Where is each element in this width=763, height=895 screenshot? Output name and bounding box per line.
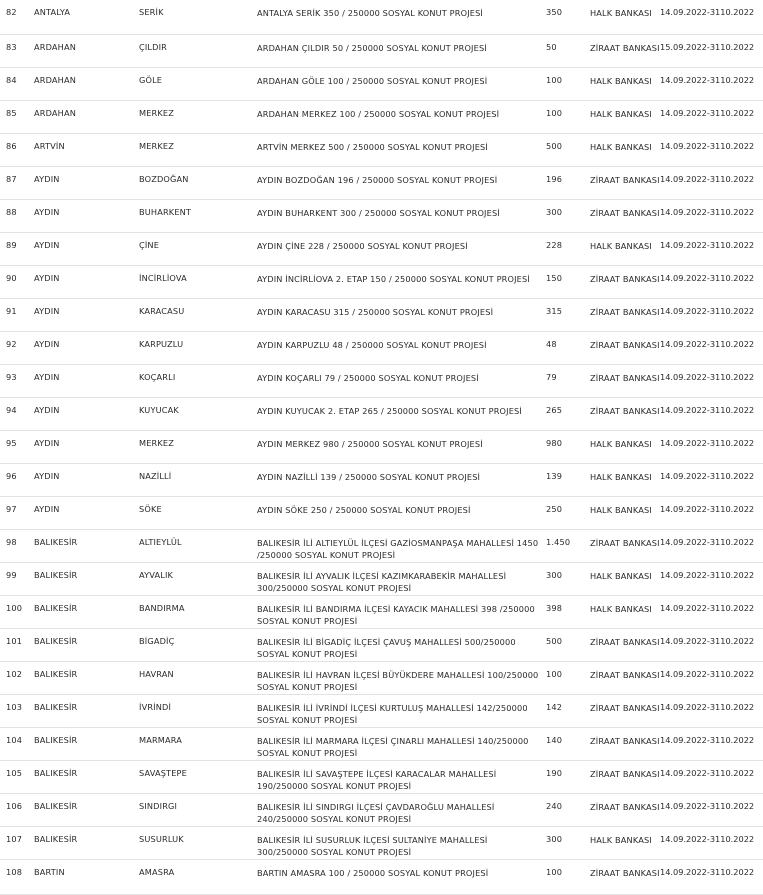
- row-number: 95: [0, 430, 34, 463]
- date-range-cell: 14.09.2022-3110.2022: [660, 0, 763, 34]
- province-cell: AYDIN: [34, 397, 139, 430]
- district-cell: SERİK: [139, 0, 257, 34]
- table-row: [0, 265, 763, 298]
- table-row: [0, 463, 763, 496]
- project-name-cell: ARTVİN MERKEZ 500 / 250000 SOSYAL KONUT PROJESİ: [257, 133, 546, 166]
- table-row: [0, 0, 763, 34]
- date-range-cell: 14.09.2022-3110.2022: [660, 199, 763, 232]
- housing-count-cell: 142: [546, 694, 590, 727]
- district-cell: NAZİLLİ: [139, 463, 257, 496]
- table-row: [0, 760, 763, 793]
- province-cell: AYDIN: [34, 331, 139, 364]
- table-row: [0, 496, 763, 529]
- province-cell: BALIKESİR: [34, 628, 139, 661]
- housing-count-cell: 140: [546, 727, 590, 760]
- district-cell: ÇILDIR: [139, 34, 257, 67]
- district-cell: BİGADİÇ: [139, 628, 257, 661]
- housing-count-cell: 980: [546, 430, 590, 463]
- housing-count-cell: 500: [546, 133, 590, 166]
- province-cell: BALIKESİR: [34, 529, 139, 562]
- province-cell: AYDIN: [34, 265, 139, 298]
- date-range-cell: 14.09.2022-3110.2022: [660, 100, 763, 133]
- row-number: 84: [0, 67, 34, 100]
- bank-cell: ZİRAAT BANKASI: [590, 331, 660, 364]
- project-name-cell: BALIKESİR İLİ BİGADİÇ İLÇESİ ÇAVUŞ MAHALLESİ 500/250000 SOSYAL KONUT PROJESİ: [257, 628, 546, 661]
- bank-cell: ZİRAAT BANKASI: [590, 364, 660, 397]
- district-cell: AYVALIK: [139, 562, 257, 595]
- province-cell: AYDIN: [34, 232, 139, 265]
- table-row: [0, 364, 763, 397]
- table-row: [0, 661, 763, 694]
- row-number: 85: [0, 100, 34, 133]
- province-cell: BALIKESİR: [34, 694, 139, 727]
- bank-cell: HALK BANKASI: [590, 133, 660, 166]
- row-number: 87: [0, 166, 34, 199]
- bank-cell: HALK BANKASI: [590, 826, 660, 859]
- project-name-cell: BALIKESİR İLİ SUSURLUK İLÇESİ SULTANİYE MAHALLESİ 300/250000 SOSYAL KONUT PROJESİ: [257, 826, 546, 859]
- row-number: 106: [0, 793, 34, 826]
- housing-count-cell: 1.450: [546, 529, 590, 562]
- date-range-cell: 14.09.2022-3110.2022: [660, 364, 763, 397]
- bank-cell: ZİRAAT BANKASI: [590, 628, 660, 661]
- housing-count-cell: 48: [546, 331, 590, 364]
- date-range-cell: 14.09.2022-3110.2022: [660, 67, 763, 100]
- district-cell: AMASRA: [139, 859, 257, 894]
- bank-cell: HALK BANKASI: [590, 430, 660, 463]
- date-range-cell: 14.09.2022-3110.2022: [660, 529, 763, 562]
- bank-cell: ZİRAAT BANKASI: [590, 298, 660, 331]
- row-number: 101: [0, 628, 34, 661]
- project-name-cell: AYDIN MERKEZ 980 / 250000 SOSYAL KONUT PROJESİ: [257, 430, 546, 463]
- province-cell: ARDAHAN: [34, 67, 139, 100]
- project-name-cell: BALIKESİR İLİ AYVALIK İLÇESİ KAZIMKARABEKİR MAHALLESİ 300/250000 SOSYAL KONUT PROJESİ: [257, 562, 546, 595]
- project-name-cell: AYDIN BOZDOĞAN 196 / 250000 SOSYAL KONUT PROJESİ: [257, 166, 546, 199]
- table-row: [0, 727, 763, 760]
- district-cell: MARMARA: [139, 727, 257, 760]
- project-name-cell: ARDAHAN MERKEZ 100 / 250000 SOSYAL KONUT PROJESİ: [257, 100, 546, 133]
- row-number: 98: [0, 529, 34, 562]
- date-range-cell: 14.09.2022-3110.2022: [660, 595, 763, 628]
- table-row: [0, 397, 763, 430]
- bank-cell: HALK BANKASI: [590, 100, 660, 133]
- project-name-cell: AYDIN KOÇARLI 79 / 250000 SOSYAL KONUT PROJESİ: [257, 364, 546, 397]
- district-cell: SUSURLUK: [139, 826, 257, 859]
- district-cell: KARPUZLU: [139, 331, 257, 364]
- table-row: [0, 859, 763, 894]
- bank-cell: ZİRAAT BANKASI: [590, 199, 660, 232]
- date-range-cell: 14.09.2022-3110.2022: [660, 265, 763, 298]
- date-range-cell: 14.09.2022-3110.2022: [660, 694, 763, 727]
- district-cell: MERKEZ: [139, 430, 257, 463]
- housing-count-cell: 398: [546, 595, 590, 628]
- row-number: 108: [0, 859, 34, 894]
- housing-count-cell: 100: [546, 100, 590, 133]
- table-row: [0, 199, 763, 232]
- district-cell: ALTIEYLÜL: [139, 529, 257, 562]
- district-cell: KARACASU: [139, 298, 257, 331]
- district-cell: SÖKE: [139, 496, 257, 529]
- bank-cell: ZİRAAT BANKASI: [590, 529, 660, 562]
- housing-count-cell: 100: [546, 67, 590, 100]
- table-row: [0, 694, 763, 727]
- row-number: 89: [0, 232, 34, 265]
- province-cell: BALIKESİR: [34, 562, 139, 595]
- district-cell: MERKEZ: [139, 133, 257, 166]
- housing-count-cell: 196: [546, 166, 590, 199]
- table-row: [0, 100, 763, 133]
- table-row: [0, 232, 763, 265]
- project-name-cell: AYDIN SÖKE 250 / 250000 SOSYAL KONUT PROJESİ: [257, 496, 546, 529]
- bank-cell: ZİRAAT BANKASI: [590, 859, 660, 894]
- date-range-cell: 14.09.2022-3110.2022: [660, 628, 763, 661]
- province-cell: BALIKESİR: [34, 826, 139, 859]
- project-name-cell: BALIKESİR İLİ MARMARA İLÇESİ ÇINARLI MAHALLESİ 140/250000 SOSYAL KONUT PROJESİ: [257, 727, 546, 760]
- row-number: 94: [0, 397, 34, 430]
- bank-cell: HALK BANKASI: [590, 562, 660, 595]
- row-number: 92: [0, 331, 34, 364]
- date-range-cell: 14.09.2022-3110.2022: [660, 430, 763, 463]
- district-cell: GÖLE: [139, 67, 257, 100]
- housing-count-cell: 150: [546, 265, 590, 298]
- bank-cell: HALK BANKASI: [590, 232, 660, 265]
- row-number: 97: [0, 496, 34, 529]
- project-name-cell: BALIKESİR İLİ SINDIRGI İLÇESİ ÇAVDAROĞLU MAHALLESİ 240/250000 SOSYAL KONUT PROJESİ: [257, 793, 546, 826]
- date-range-cell: 14.09.2022-3110.2022: [660, 826, 763, 859]
- housing-count-cell: 315: [546, 298, 590, 331]
- row-number: 90: [0, 265, 34, 298]
- date-range-cell: 14.09.2022-3110.2022: [660, 496, 763, 529]
- housing-count-cell: 100: [546, 661, 590, 694]
- table-row: [0, 133, 763, 166]
- row-number: 93: [0, 364, 34, 397]
- housing-count-cell: 100: [546, 859, 590, 894]
- province-cell: ARDAHAN: [34, 100, 139, 133]
- project-name-cell: AYDIN ÇİNE 228 / 250000 SOSYAL KONUT PROJESİ: [257, 232, 546, 265]
- row-number: 83: [0, 34, 34, 67]
- date-range-cell: 14.09.2022-3110.2022: [660, 397, 763, 430]
- project-name-cell: BALIKESİR İLİ SAVAŞTEPE İLÇESİ KARACALAR MAHALLESİ 190/250000 SOSYAL KONUT PROJESİ: [257, 760, 546, 793]
- district-cell: BOZDOĞAN: [139, 166, 257, 199]
- district-cell: SAVAŞTEPE: [139, 760, 257, 793]
- district-cell: İVRİNDİ: [139, 694, 257, 727]
- district-cell: KOÇARLI: [139, 364, 257, 397]
- district-cell: ÇİNE: [139, 232, 257, 265]
- table-row: [0, 529, 763, 562]
- province-cell: BALIKESİR: [34, 595, 139, 628]
- table-row: [0, 331, 763, 364]
- province-cell: ANTALYA: [34, 0, 139, 34]
- table-row: [0, 298, 763, 331]
- province-cell: ARDAHAN: [34, 34, 139, 67]
- project-name-cell: ANTALYA SERİK 350 / 250000 SOSYAL KONUT PROJESİ: [257, 0, 546, 34]
- project-name-cell: AYDIN KARACASU 315 / 250000 SOSYAL KONUT PROJESİ: [257, 298, 546, 331]
- province-cell: ARTVİN: [34, 133, 139, 166]
- housing-count-cell: 79: [546, 364, 590, 397]
- district-cell: SINDIRGI: [139, 793, 257, 826]
- date-range-cell: 14.09.2022-3110.2022: [660, 463, 763, 496]
- date-range-cell: 14.09.2022-3110.2022: [660, 760, 763, 793]
- province-cell: AYDIN: [34, 463, 139, 496]
- province-cell: BARTIN: [34, 859, 139, 894]
- bank-cell: ZİRAAT BANKASI: [590, 793, 660, 826]
- housing-count-cell: 300: [546, 826, 590, 859]
- district-cell: İNCİRLİOVA: [139, 265, 257, 298]
- province-cell: BALIKESİR: [34, 793, 139, 826]
- date-range-cell: 14.09.2022-3110.2022: [660, 331, 763, 364]
- date-range-cell: 14.09.2022-3110.2022: [660, 166, 763, 199]
- project-name-cell: AYDIN KARPUZLU 48 / 250000 SOSYAL KONUT PROJESİ: [257, 331, 546, 364]
- housing-count-cell: 300: [546, 199, 590, 232]
- table-row: [0, 166, 763, 199]
- housing-count-cell: 265: [546, 397, 590, 430]
- district-cell: BANDIRMA: [139, 595, 257, 628]
- table-row: [0, 595, 763, 628]
- bank-cell: ZİRAAT BANKASI: [590, 760, 660, 793]
- housing-count-cell: 228: [546, 232, 590, 265]
- province-cell: AYDIN: [34, 430, 139, 463]
- table-row: [0, 562, 763, 595]
- row-number: 105: [0, 760, 34, 793]
- row-number: 91: [0, 298, 34, 331]
- project-name-cell: ARDAHAN ÇILDIR 50 / 250000 SOSYAL KONUT PROJESİ: [257, 34, 546, 67]
- table-row: [0, 430, 763, 463]
- date-range-cell: 14.09.2022-3110.2022: [660, 727, 763, 760]
- housing-count-cell: 300: [546, 562, 590, 595]
- housing-count-cell: 250: [546, 496, 590, 529]
- project-name-cell: BALIKESİR İLİ BANDIRMA İLÇESİ KAYACIK MAHALLESİ 398 /250000 SOSYAL KONUT PROJESİ: [257, 595, 546, 628]
- bank-cell: ZİRAAT BANKASI: [590, 166, 660, 199]
- row-number: 82: [0, 0, 34, 34]
- province-cell: AYDIN: [34, 298, 139, 331]
- date-range-cell: 14.09.2022-3110.2022: [660, 859, 763, 894]
- row-number: 103: [0, 694, 34, 727]
- date-range-cell: 14.09.2022-3110.2022: [660, 133, 763, 166]
- project-name-cell: BALIKESİR İLİ HAVRAN İLÇESİ BÜYÜKDERE MAHALLESİ 100/250000 SOSYAL KONUT PROJESİ: [257, 661, 546, 694]
- row-number: 100: [0, 595, 34, 628]
- row-number: 107: [0, 826, 34, 859]
- row-number: 96: [0, 463, 34, 496]
- bank-cell: ZİRAAT BANKASI: [590, 265, 660, 298]
- housing-count-cell: 240: [546, 793, 590, 826]
- table-row: [0, 793, 763, 826]
- province-cell: BALIKESİR: [34, 727, 139, 760]
- project-name-cell: BALIKESİR İLİ İVRİNDİ İLÇESİ KURTULUŞ MAHALLESİ 142/250000 SOSYAL KONUT PROJESİ: [257, 694, 546, 727]
- bank-cell: ZİRAAT BANKASI: [590, 727, 660, 760]
- project-name-cell: AYDIN İNCİRLİOVA 2. ETAP 150 / 250000 SOSYAL KONUT PROJESİ: [257, 265, 546, 298]
- project-name-cell: AYDIN NAZİLLİ 139 / 250000 SOSYAL KONUT PROJESİ: [257, 463, 546, 496]
- bank-cell: HALK BANKASI: [590, 463, 660, 496]
- bank-cell: ZİRAAT BANKASI: [590, 661, 660, 694]
- district-cell: MERKEZ: [139, 100, 257, 133]
- date-range-cell: 14.09.2022-3110.2022: [660, 793, 763, 826]
- province-cell: AYDIN: [34, 199, 139, 232]
- bank-cell: HALK BANKASI: [590, 595, 660, 628]
- project-name-cell: BALIKESİR İLİ ALTIEYLÜL İLÇESİ GAZİOSMANPAŞA MAHALLESİ 1450 /250000 SOSYAL KONUT PROJESİ: [257, 529, 546, 562]
- row-number: 88: [0, 199, 34, 232]
- housing-count-cell: 500: [546, 628, 590, 661]
- project-name-cell: AYDIN BUHARKENT 300 / 250000 SOSYAL KONUT PROJESİ: [257, 199, 546, 232]
- table-row: [0, 628, 763, 661]
- housing-count-cell: 190: [546, 760, 590, 793]
- bank-cell: ZİRAAT BANKASI: [590, 34, 660, 67]
- district-cell: BUHARKENT: [139, 199, 257, 232]
- province-cell: AYDIN: [34, 364, 139, 397]
- district-cell: KUYUCAK: [139, 397, 257, 430]
- housing-count-cell: 350: [546, 0, 590, 34]
- bank-cell: ZİRAAT BANKASI: [590, 397, 660, 430]
- row-number: 102: [0, 661, 34, 694]
- province-cell: BALIKESİR: [34, 661, 139, 694]
- project-name-cell: ARDAHAN GÖLE 100 / 250000 SOSYAL KONUT PROJESİ: [257, 67, 546, 100]
- table-row: [0, 34, 763, 67]
- bank-cell: HALK BANKASI: [590, 496, 660, 529]
- bank-cell: HALK BANKASI: [590, 67, 660, 100]
- date-range-cell: 14.09.2022-3110.2022: [660, 298, 763, 331]
- bank-cell: HALK BANKASI: [590, 0, 660, 34]
- date-range-cell: 14.09.2022-3110.2022: [660, 562, 763, 595]
- row-number: 99: [0, 562, 34, 595]
- province-cell: BALIKESİR: [34, 760, 139, 793]
- district-cell: HAVRAN: [139, 661, 257, 694]
- date-range-cell: 14.09.2022-3110.2022: [660, 232, 763, 265]
- date-range-cell: 14.09.2022-3110.2022: [660, 661, 763, 694]
- province-cell: AYDIN: [34, 166, 139, 199]
- table-row: [0, 67, 763, 100]
- date-range-cell: 15.09.2022-3110.2022: [660, 34, 763, 67]
- project-name-cell: AYDIN KUYUCAK 2. ETAP 265 / 250000 SOSYAL KONUT PROJESİ: [257, 397, 546, 430]
- row-number: 104: [0, 727, 34, 760]
- table-row: [0, 826, 763, 859]
- housing-count-cell: 139: [546, 463, 590, 496]
- bank-cell: ZİRAAT BANKASI: [590, 694, 660, 727]
- project-name-cell: BARTIN AMASRA 100 / 250000 SOSYAL KONUT PROJESİ: [257, 859, 546, 894]
- province-cell: AYDIN: [34, 496, 139, 529]
- housing-count-cell: 50: [546, 34, 590, 67]
- row-number: 86: [0, 133, 34, 166]
